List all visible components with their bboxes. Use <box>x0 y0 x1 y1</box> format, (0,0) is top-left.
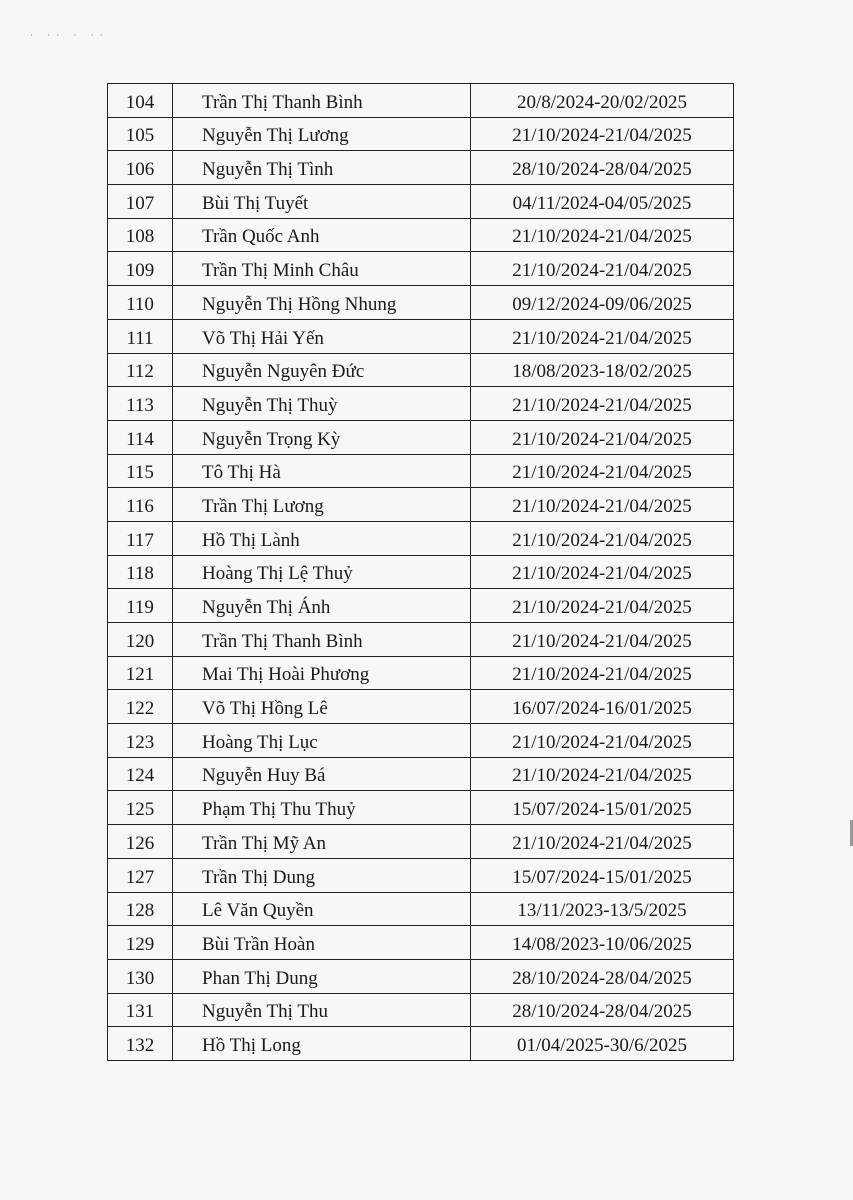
row-number-cell: 132 <box>108 1027 173 1061</box>
table-row <box>108 521 734 555</box>
person-name-cell: Bùi Thị Tuyết <box>173 185 471 219</box>
row-number-cell: 128 <box>108 892 173 926</box>
table-row <box>108 926 734 960</box>
scan-marks: · ·· · ·· <box>30 30 109 40</box>
period-cell: 14/08/2023-10/06/2025 <box>471 926 734 960</box>
table-row <box>108 117 734 151</box>
row-number-cell: 115 <box>108 454 173 488</box>
period-cell: 28/10/2024-28/04/2025 <box>471 993 734 1027</box>
person-name-cell: Võ Thị Hồng Lê <box>173 690 471 724</box>
period-cell: 21/10/2024-21/04/2025 <box>471 757 734 791</box>
row-number-cell: 118 <box>108 555 173 589</box>
person-name-cell: Trần Thị Minh Châu <box>173 252 471 286</box>
person-name-cell: Mai Thị Hoài Phương <box>173 656 471 690</box>
period-cell: 15/07/2024-15/01/2025 <box>471 858 734 892</box>
person-name-cell: Nguyễn Thị Ánh <box>173 589 471 623</box>
person-name-cell: Hoàng Thị Lục <box>173 724 471 758</box>
person-name-cell: Hồ Thị Lành <box>173 521 471 555</box>
table-row <box>108 690 734 724</box>
table-row <box>108 892 734 926</box>
person-name-cell: Nguyễn Trọng Kỳ <box>173 420 471 454</box>
row-number-cell: 105 <box>108 117 173 151</box>
table-row <box>108 757 734 791</box>
period-cell: 21/10/2024-21/04/2025 <box>471 521 734 555</box>
person-name-cell: Nguyễn Nguyên Đức <box>173 353 471 387</box>
person-name-cell: Nguyễn Thị Tình <box>173 151 471 185</box>
person-name-cell: Trần Thị Mỹ An <box>173 825 471 859</box>
row-number-cell: 106 <box>108 151 173 185</box>
table-row <box>108 555 734 589</box>
person-name-cell: Nguyễn Thị Lương <box>173 117 471 151</box>
table-row <box>108 353 734 387</box>
table-row <box>108 858 734 892</box>
table-row <box>108 286 734 320</box>
person-name-cell: Nguyễn Thị Thu <box>173 993 471 1027</box>
table-row <box>108 488 734 522</box>
period-cell: 21/10/2024-21/04/2025 <box>471 420 734 454</box>
row-number-cell: 125 <box>108 791 173 825</box>
period-cell: 21/10/2024-21/04/2025 <box>471 555 734 589</box>
person-name-cell: Trần Thị Thanh Bình <box>173 623 471 657</box>
table-row <box>108 218 734 252</box>
table-row <box>108 623 734 657</box>
person-name-cell: Trần Thị Dung <box>173 858 471 892</box>
period-cell: 09/12/2024-09/06/2025 <box>471 286 734 320</box>
row-number-cell: 114 <box>108 420 173 454</box>
row-number-cell: 116 <box>108 488 173 522</box>
row-number-cell: 109 <box>108 252 173 286</box>
row-number-cell: 107 <box>108 185 173 219</box>
table-row <box>108 454 734 488</box>
row-number-cell: 123 <box>108 724 173 758</box>
period-cell: 21/10/2024-21/04/2025 <box>471 589 734 623</box>
person-name-cell: Hoàng Thị Lệ Thuỷ <box>173 555 471 589</box>
period-cell: 21/10/2024-21/04/2025 <box>471 218 734 252</box>
row-number-cell: 113 <box>108 387 173 421</box>
records-table <box>107 83 734 1061</box>
table-row <box>108 387 734 421</box>
table-row <box>108 319 734 353</box>
period-cell: 01/04/2025-30/6/2025 <box>471 1027 734 1061</box>
table-row <box>108 959 734 993</box>
table-row <box>108 993 734 1027</box>
period-cell: 16/07/2024-16/01/2025 <box>471 690 734 724</box>
person-name-cell: Võ Thị Hải Yến <box>173 319 471 353</box>
row-number-cell: 121 <box>108 656 173 690</box>
person-name-cell: Trần Thị Lương <box>173 488 471 522</box>
row-number-cell: 130 <box>108 959 173 993</box>
person-name-cell: Nguyễn Huy Bá <box>173 757 471 791</box>
period-cell: 21/10/2024-21/04/2025 <box>471 117 734 151</box>
table-row <box>108 825 734 859</box>
person-name-cell: Nguyễn Thị Hồng Nhung <box>173 286 471 320</box>
table-row <box>108 589 734 623</box>
table-row <box>108 1027 734 1061</box>
period-cell: 21/10/2024-21/04/2025 <box>471 387 734 421</box>
period-cell: 15/07/2024-15/01/2025 <box>471 791 734 825</box>
person-name-cell: Phan Thị Dung <box>173 959 471 993</box>
row-number-cell: 108 <box>108 218 173 252</box>
person-name-cell: Lê Văn Quyền <box>173 892 471 926</box>
period-cell: 21/10/2024-21/04/2025 <box>471 252 734 286</box>
period-cell: 21/10/2024-21/04/2025 <box>471 623 734 657</box>
table-row <box>108 252 734 286</box>
table-row <box>108 84 734 118</box>
person-name-cell: Bùi Trần Hoàn <box>173 926 471 960</box>
period-cell: 18/08/2023-18/02/2025 <box>471 353 734 387</box>
row-number-cell: 126 <box>108 825 173 859</box>
period-cell: 21/10/2024-21/04/2025 <box>471 825 734 859</box>
period-cell: 04/11/2024-04/05/2025 <box>471 185 734 219</box>
person-name-cell: Tô Thị Hà <box>173 454 471 488</box>
person-name-cell: Nguyễn Thị Thuỳ <box>173 387 471 421</box>
row-number-cell: 111 <box>108 319 173 353</box>
person-name-cell: Trần Quốc Anh <box>173 218 471 252</box>
row-number-cell: 124 <box>108 757 173 791</box>
period-cell: 21/10/2024-21/04/2025 <box>471 319 734 353</box>
period-cell: 21/10/2024-21/04/2025 <box>471 454 734 488</box>
period-cell: 21/10/2024-21/04/2025 <box>471 724 734 758</box>
person-name-cell: Hồ Thị Long <box>173 1027 471 1061</box>
row-number-cell: 110 <box>108 286 173 320</box>
period-cell: 21/10/2024-21/04/2025 <box>471 656 734 690</box>
row-number-cell: 104 <box>108 84 173 118</box>
row-number-cell: 127 <box>108 858 173 892</box>
row-number-cell: 129 <box>108 926 173 960</box>
table-row <box>108 791 734 825</box>
table-row <box>108 656 734 690</box>
period-cell: 28/10/2024-28/04/2025 <box>471 959 734 993</box>
period-cell: 21/10/2024-21/04/2025 <box>471 488 734 522</box>
person-name-cell: Phạm Thị Thu Thuỷ <box>173 791 471 825</box>
period-cell: 28/10/2024-28/04/2025 <box>471 151 734 185</box>
row-number-cell: 122 <box>108 690 173 724</box>
records-table-body <box>108 84 734 1061</box>
period-cell: 13/11/2023-13/5/2025 <box>471 892 734 926</box>
row-number-cell: 117 <box>108 521 173 555</box>
table-row <box>108 724 734 758</box>
row-number-cell: 119 <box>108 589 173 623</box>
table-row <box>108 151 734 185</box>
row-number-cell: 120 <box>108 623 173 657</box>
table-row <box>108 185 734 219</box>
row-number-cell: 112 <box>108 353 173 387</box>
period-cell: 20/8/2024-20/02/2025 <box>471 84 734 118</box>
row-number-cell: 131 <box>108 993 173 1027</box>
table-row <box>108 420 734 454</box>
person-name-cell: Trần Thị Thanh Bình <box>173 84 471 118</box>
